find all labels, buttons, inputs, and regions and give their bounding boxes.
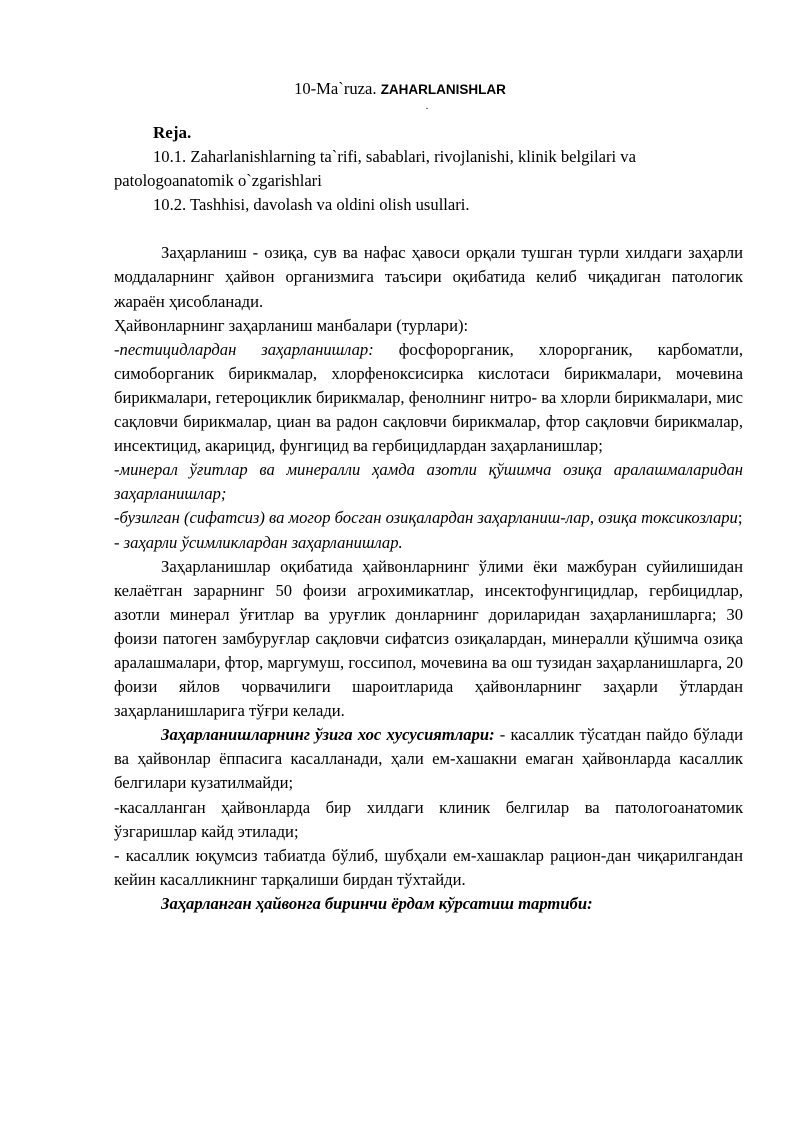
spoiled-feed-end: ;: [737, 508, 743, 528]
features-label: Заҳарланишларнинг ўзига хос хусусиятлари:: [161, 725, 495, 745]
first-aid-heading: [114, 892, 743, 916]
spoiled-feed-text: -бузилган (сифатсиз) ва могор босган озиқалардан заҳарланиш-лар, озиқа токсикозлари: [114, 508, 738, 528]
feature-3-paragraph: - касаллик юқумсиз табиатда бўлиб, шубҳали ем-хашаклар рацион-дан чиқарилгандан кейин касалликнинг тарқалиши бирдан тўхтайди.: [114, 845, 743, 889]
features-text: - касаллик тўсатдан пайдо бўлади ва ҳайвонлар ёппасига касалланади, ҳали ем-хашакни емаган ҳайвонларда касаллик белгилари кузатилмайди;: [114, 725, 744, 793]
blank-line: [114, 217, 743, 241]
plan-item-1-line-2: patologoanatomik o`zgarishlari: [114, 171, 322, 191]
pesticides-paragraph: [114, 338, 743, 458]
document-body: [114, 121, 743, 916]
plan-heading: Reja.: [153, 123, 192, 142]
spoiled-feed-paragraph: [114, 506, 743, 530]
title-dot: .: [425, 101, 429, 112]
pesticides-label: -пестицидлардан заҳарланишлар:: [114, 339, 374, 359]
pesticides-text: фосфорорганик, хлорорганик, карбоматли, симоборганик бирикмалар, хлорфеноксисирка кислотаси бирикмалари, мочевина бирикмалари, гетероциклик бирикмалар, фенолнинг нитро- ва хлорли бирикмалари, мис сақловчи бирикмалар, циан ва радон сақловчи бирикмалар, фтор сақловчи бирикмалар, инсектицид, акарицид, фунгицид ва гербицидлардан заҳарланишлар;: [114, 339, 743, 456]
feature-2-paragraph: -касалланган ҳайвонларда бир хилдаги клиник белгилар ва патологоанатомик ўзгаришлар кайд этилади;: [114, 797, 743, 841]
features-paragraph: [114, 723, 743, 795]
plants-paragraph: [114, 531, 743, 555]
statistics-paragraph: Заҳарланишлар оқибатида ҳайвонларнинг ўлими ёки мажбуран суйилишидан келаётган зарарнинг 50 фоизи агрохимикатлар, инсектофунгицидлар, гербицидлар, азотли минерал ўғитлар ва уруғлик донларнинг дориларидан заҳарланишларга; 30 фоизи патоген замбуруғлар сақловчи сифатсиз озиқалардан, минералли қўшимча озиқа аралашмалари, фтор, маргумуш, госсипол, мочевина ва ош тузидан заҳарланишларга, 20 фоизи яйлов чорвачилиги шароитларида ҳайвонларнинг заҳарли ўтлардан заҳарланишларига тўғри келади.: [114, 556, 743, 721]
plan-item-1-line-1: 10.1. Zaharlanishlarning ta`rifi, sabablari, rivojlanishi, klinik belgilari va: [153, 147, 636, 167]
lecture-title: [0, 78, 800, 101]
sources-heading: Ҳайвонларнинг заҳарланиш манбалари (турлари):: [114, 315, 469, 335]
mineral-paragraph: [114, 458, 743, 506]
lecture-number: 10-Ma`ruza.: [294, 79, 377, 98]
plants-text: - заҳарли ўсимликлардан заҳарланишлар.: [114, 532, 403, 552]
plan-item-2: 10.2. Tashhisi, davolash va oldini olish usullari.: [153, 195, 470, 215]
first-aid-heading-text: Заҳарланган ҳайвонга биринчи ёрдам кўрсатиш тартиби:: [161, 893, 593, 913]
plan-item-1: [114, 145, 743, 193]
mineral-text: -минерал ўғитлар ва минералли ҳамда азотли қўшимча озиқа аралашмаларидан заҳарланишлар;: [114, 460, 743, 504]
definition-paragraph: Заҳарланиш - озиқа, сув ва нафас ҳавоси орқали тушган турли хилдаги заҳарли моддаларнинг ҳайвон организмига таъсири оқибатида келиб чиқадиган патологик жараён ҳисобланади.: [114, 243, 743, 311]
lecture-topic: ZAHARLANISHLAR: [380, 82, 506, 97]
